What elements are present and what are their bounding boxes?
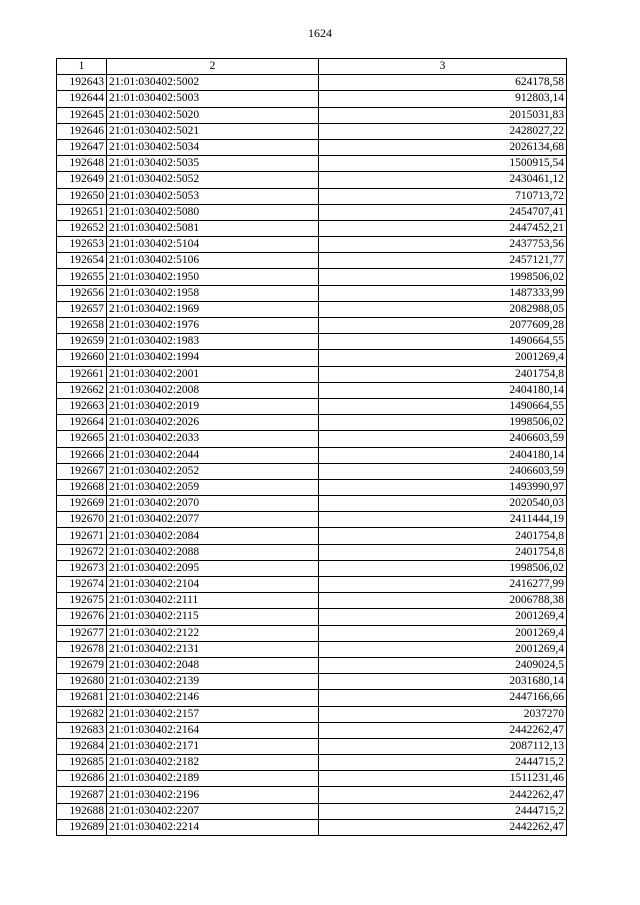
table-row [57, 496, 567, 512]
row-number-cell: 192654 [57, 253, 107, 269]
cadastral-value-cell: 1490664,55 [319, 334, 567, 350]
row-number-cell: 192655 [57, 269, 107, 285]
cadastral-value-cell: 2430461,12 [319, 172, 567, 188]
table-row [57, 334, 567, 350]
table-row [57, 75, 567, 91]
cadastral-value-cell: 2411444,19 [319, 512, 567, 528]
row-number-cell: 192688 [57, 803, 107, 819]
table-row [57, 107, 567, 123]
row-number-cell: 192645 [57, 107, 107, 123]
row-number-cell: 192652 [57, 220, 107, 236]
table-row [57, 253, 567, 269]
table-row [57, 674, 567, 690]
table-row [57, 350, 567, 366]
table-row [57, 625, 567, 641]
cadastral-number-cell: 21:01:030402:1969 [107, 301, 319, 317]
cadastral-value-cell: 624178,58 [319, 75, 567, 91]
cadastral-value-cell: 2428027,22 [319, 123, 567, 139]
cadastral-number-cell: 21:01:030402:2139 [107, 674, 319, 690]
header-row [57, 59, 567, 75]
row-number-cell: 192643 [57, 75, 107, 91]
table-row [57, 479, 567, 495]
row-number-cell: 192672 [57, 544, 107, 560]
cadastral-value-cell: 912803,14 [319, 91, 567, 107]
row-number-cell: 192660 [57, 350, 107, 366]
row-number-cell: 192659 [57, 334, 107, 350]
table-row [57, 318, 567, 334]
cadastral-value-cell: 2037270 [319, 706, 567, 722]
table-row [57, 657, 567, 673]
cadastral-value-cell: 2006788,38 [319, 593, 567, 609]
cadastral-value-cell: 2087112,13 [319, 738, 567, 754]
table-header [57, 59, 567, 75]
table-row [57, 237, 567, 253]
cadastral-value-cell: 2001269,4 [319, 625, 567, 641]
cadastral-number-cell: 21:01:030402:2207 [107, 803, 319, 819]
cadastral-value-cell: 2082988,05 [319, 301, 567, 317]
cadastral-number-cell: 21:01:030402:2088 [107, 544, 319, 560]
table-row [57, 220, 567, 236]
table-row [57, 139, 567, 155]
cadastral-number-cell: 21:01:030402:2026 [107, 415, 319, 431]
row-number-cell: 192653 [57, 237, 107, 253]
row-number-cell: 192669 [57, 496, 107, 512]
row-number-cell: 192677 [57, 625, 107, 641]
cadastral-number-cell: 21:01:030402:5034 [107, 139, 319, 155]
cadastral-number-cell: 21:01:030402:2001 [107, 366, 319, 382]
cadastral-number-cell: 21:01:030402:5021 [107, 123, 319, 139]
row-number-cell: 192666 [57, 447, 107, 463]
cadastral-value-cell: 2001269,4 [319, 641, 567, 657]
cadastral-value-cell: 2437753,56 [319, 237, 567, 253]
table-row [57, 512, 567, 528]
column-header-2: 2 [107, 59, 319, 75]
row-number-cell: 192675 [57, 593, 107, 609]
cadastral-number-cell: 21:01:030402:2189 [107, 771, 319, 787]
row-number-cell: 192686 [57, 771, 107, 787]
cadastral-value-cell: 2015031,83 [319, 107, 567, 123]
cadastral-value-cell: 2447452,21 [319, 220, 567, 236]
cadastral-number-cell: 21:01:030402:5035 [107, 156, 319, 172]
table-row [57, 447, 567, 463]
cadastral-number-cell: 21:01:030402:2115 [107, 609, 319, 625]
table-row [57, 204, 567, 220]
cadastral-number-cell: 21:01:030402:1976 [107, 318, 319, 334]
table-row [57, 366, 567, 382]
cadastral-number-cell: 21:01:030402:2111 [107, 593, 319, 609]
cadastral-value-cell: 2404180,14 [319, 447, 567, 463]
table-row [57, 528, 567, 544]
cadastral-value-cell: 1511231,46 [319, 771, 567, 787]
cadastral-number-cell: 21:01:030402:1994 [107, 350, 319, 366]
cadastral-value-cell: 2406603,59 [319, 463, 567, 479]
cadastral-value-cell: 2454707,41 [319, 204, 567, 220]
table-row [57, 91, 567, 107]
cadastral-number-cell: 21:01:030402:5020 [107, 107, 319, 123]
cadastral-value-cell: 2031680,14 [319, 674, 567, 690]
row-number-cell: 192664 [57, 415, 107, 431]
table-row [57, 771, 567, 787]
cadastral-number-cell: 21:01:030402:2104 [107, 577, 319, 593]
cadastral-number-cell: 21:01:030402:5104 [107, 237, 319, 253]
cadastral-number-cell: 21:01:030402:2059 [107, 479, 319, 495]
row-number-cell: 192656 [57, 285, 107, 301]
cadastral-value-cell: 2401754,8 [319, 544, 567, 560]
cadastral-value-cell: 2457121,77 [319, 253, 567, 269]
cadastral-value-cell: 2444715,2 [319, 803, 567, 819]
cadastral-value-cell: 1998506,02 [319, 415, 567, 431]
row-number-cell: 192681 [57, 690, 107, 706]
cadastral-value-cell: 2447166,66 [319, 690, 567, 706]
column-header-1: 1 [57, 59, 107, 75]
row-number-cell: 192662 [57, 382, 107, 398]
row-number-cell: 192667 [57, 463, 107, 479]
cadastral-number-cell: 21:01:030402:2095 [107, 560, 319, 576]
cadastral-number-cell: 21:01:030402:1983 [107, 334, 319, 350]
column-header-3: 3 [319, 59, 567, 75]
table-row [57, 706, 567, 722]
cadastral-value-cell: 2409024,5 [319, 657, 567, 673]
cadastral-value-cell: 2077609,28 [319, 318, 567, 334]
table-row [57, 431, 567, 447]
row-number-cell: 192673 [57, 560, 107, 576]
table-row [57, 188, 567, 204]
row-number-cell: 192651 [57, 204, 107, 220]
cadastral-number-cell: 21:01:030402:2048 [107, 657, 319, 673]
row-number-cell: 192665 [57, 431, 107, 447]
row-number-cell: 192646 [57, 123, 107, 139]
table-row [57, 560, 567, 576]
row-number-cell: 192683 [57, 722, 107, 738]
row-number-cell: 192678 [57, 641, 107, 657]
cadastral-value-cell: 1998506,02 [319, 269, 567, 285]
table-row [57, 123, 567, 139]
cadastral-number-cell: 21:01:030402:5080 [107, 204, 319, 220]
cadastral-number-cell: 21:01:030402:2164 [107, 722, 319, 738]
table-row [57, 738, 567, 754]
cadastral-value-cell: 2444715,2 [319, 755, 567, 771]
cadastral-value-cell: 2401754,8 [319, 528, 567, 544]
cadastral-number-cell: 21:01:030402:2146 [107, 690, 319, 706]
cadastral-value-cell: 2404180,14 [319, 382, 567, 398]
cadastral-number-cell: 21:01:030402:5052 [107, 172, 319, 188]
cadastral-number-cell: 21:01:030402:5003 [107, 91, 319, 107]
table-body [57, 75, 567, 836]
cadastral-number-cell: 21:01:030402:2052 [107, 463, 319, 479]
table-row [57, 787, 567, 803]
row-number-cell: 192668 [57, 479, 107, 495]
table-row [57, 398, 567, 414]
cadastral-value-cell: 1500915,54 [319, 156, 567, 172]
table-row [57, 609, 567, 625]
row-number-cell: 192671 [57, 528, 107, 544]
cadastral-value-cell: 2001269,4 [319, 609, 567, 625]
row-number-cell: 192644 [57, 91, 107, 107]
row-number-cell: 192687 [57, 787, 107, 803]
cadastral-value-cell: 1998506,02 [319, 560, 567, 576]
cadastral-number-cell: 21:01:030402:2070 [107, 496, 319, 512]
table-row [57, 415, 567, 431]
cadastral-value-cell: 2406603,59 [319, 431, 567, 447]
row-number-cell: 192661 [57, 366, 107, 382]
table-row [57, 641, 567, 657]
table-row [57, 819, 567, 835]
cadastral-value-cell: 1490664,55 [319, 398, 567, 414]
cadastral-value-cell: 2026134,68 [319, 139, 567, 155]
cadastral-number-cell: 21:01:030402:5106 [107, 253, 319, 269]
page-number: 1624 [308, 26, 332, 40]
cadastral-number-cell: 21:01:030402:1950 [107, 269, 319, 285]
cadastral-value-cell: 2401754,8 [319, 366, 567, 382]
cadastral-number-cell: 21:01:030402:2019 [107, 398, 319, 414]
cadastral-value-cell: 2020540,03 [319, 496, 567, 512]
cadastral-value-cell: 1487333,99 [319, 285, 567, 301]
table-row [57, 593, 567, 609]
cadastral-number-cell: 21:01:030402:2182 [107, 755, 319, 771]
cadastral-number-cell: 21:01:030402:2196 [107, 787, 319, 803]
cadastral-number-cell: 21:01:030402:1958 [107, 285, 319, 301]
row-number-cell: 192648 [57, 156, 107, 172]
row-number-cell: 192647 [57, 139, 107, 155]
row-number-cell: 192682 [57, 706, 107, 722]
row-number-cell: 192657 [57, 301, 107, 317]
row-number-cell: 192650 [57, 188, 107, 204]
table-row [57, 301, 567, 317]
table-row [57, 156, 567, 172]
row-number-cell: 192679 [57, 657, 107, 673]
row-number-cell: 192684 [57, 738, 107, 754]
table-row [57, 803, 567, 819]
cadastral-number-cell: 21:01:030402:2131 [107, 641, 319, 657]
table-row [57, 285, 567, 301]
cadastral-number-cell: 21:01:030402:5081 [107, 220, 319, 236]
table-row [57, 463, 567, 479]
cadastral-number-cell: 21:01:030402:2008 [107, 382, 319, 398]
cadastral-number-cell: 21:01:030402:2044 [107, 447, 319, 463]
cadastral-number-cell: 21:01:030402:2171 [107, 738, 319, 754]
table-row [57, 755, 567, 771]
row-number-cell: 192663 [57, 398, 107, 414]
row-number-cell: 192649 [57, 172, 107, 188]
cadastral-number-cell: 21:01:030402:2122 [107, 625, 319, 641]
row-number-cell: 192674 [57, 577, 107, 593]
table-row [57, 382, 567, 398]
row-number-cell: 192658 [57, 318, 107, 334]
table-row [57, 690, 567, 706]
cadastral-value-cell: 1493990,97 [319, 479, 567, 495]
cadastral-number-cell: 21:01:030402:2214 [107, 819, 319, 835]
table-row [57, 172, 567, 188]
table-row [57, 269, 567, 285]
cadastral-number-cell: 21:01:030402:2157 [107, 706, 319, 722]
row-number-cell: 192670 [57, 512, 107, 528]
row-number-cell: 192676 [57, 609, 107, 625]
cadastral-number-cell: 21:01:030402:5053 [107, 188, 319, 204]
cadastral-value-cell: 2442262,47 [319, 787, 567, 803]
cadastral-value-table [56, 58, 567, 836]
row-number-cell: 192680 [57, 674, 107, 690]
cadastral-value-cell: 2416277,99 [319, 577, 567, 593]
table-row [57, 722, 567, 738]
cadastral-value-cell: 2442262,47 [319, 819, 567, 835]
table-row [57, 544, 567, 560]
cadastral-value-cell: 710713,72 [319, 188, 567, 204]
table-row [57, 577, 567, 593]
cadastral-value-cell: 2442262,47 [319, 722, 567, 738]
row-number-cell: 192689 [57, 819, 107, 835]
cadastral-number-cell: 21:01:030402:5002 [107, 75, 319, 91]
cadastral-number-cell: 21:01:030402:2077 [107, 512, 319, 528]
cadastral-number-cell: 21:01:030402:2084 [107, 528, 319, 544]
cadastral-value-cell: 2001269,4 [319, 350, 567, 366]
row-number-cell: 192685 [57, 755, 107, 771]
cadastral-number-cell: 21:01:030402:2033 [107, 431, 319, 447]
